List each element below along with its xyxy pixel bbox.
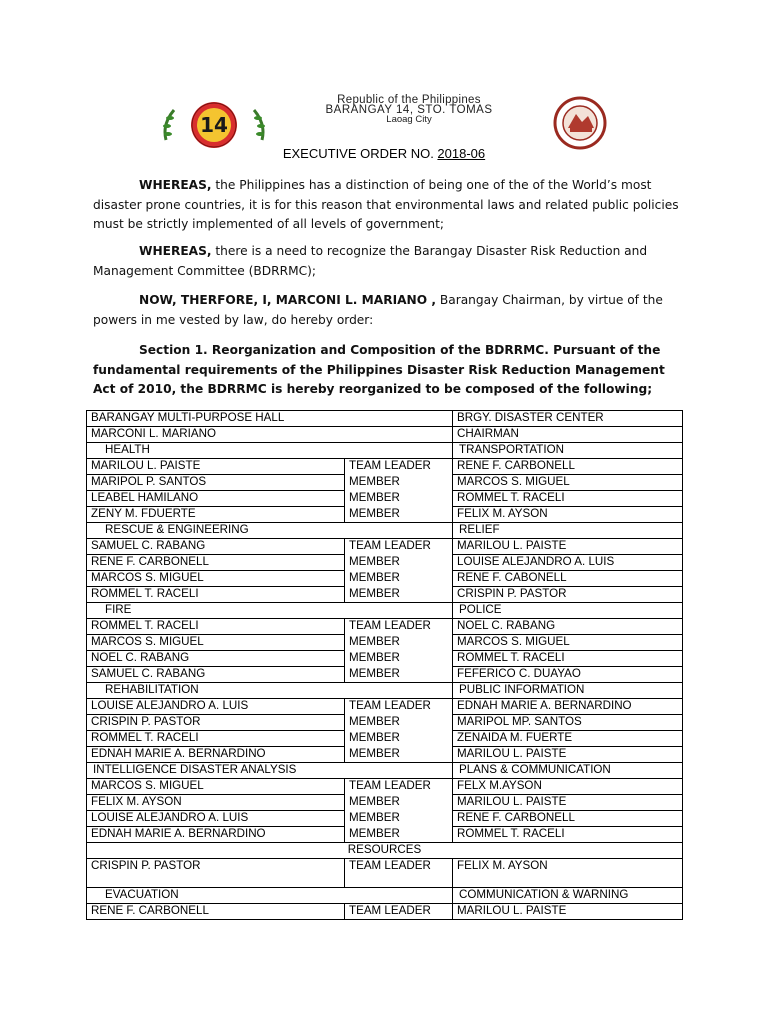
member-name: RENE F. CARBONELL (453, 811, 683, 827)
member-name: CRISPIN P. PASTOR (453, 587, 683, 603)
table-row (87, 411, 683, 427)
role-cell: MEMBER (345, 475, 453, 491)
member-name: ROMMEL T. RACELI (87, 587, 345, 603)
committee-public-information: PUBLIC INFORMATION (453, 683, 683, 699)
role-cell: MEMBER (345, 651, 453, 667)
p2-lead: WHEREAS, (139, 244, 212, 258)
chairman-name: MARCONI L. MARIANO (87, 427, 453, 443)
letterhead-text (290, 95, 528, 125)
header-line-city: Laoag City (386, 114, 432, 125)
order-number: 2018-06 (437, 146, 486, 161)
table-row (87, 523, 683, 539)
paragraph-section-1 (93, 341, 683, 400)
member-name: ROMMEL T. RACELI (453, 651, 683, 667)
member-name: ROMMEL T. RACELI (453, 491, 683, 507)
committee-communication-warning: COMMUNICATION & WARNING (453, 888, 683, 904)
table-row (87, 888, 683, 904)
table-row (87, 795, 683, 811)
committee-plans-communication: PLANS & COMMUNICATION (453, 763, 683, 779)
role-cell: MEMBER (345, 747, 453, 763)
committee-evacuation: EVACUATION (87, 888, 453, 904)
role-cell: MEMBER (345, 715, 453, 731)
table-row (87, 859, 683, 888)
member-name: LOUISE ALEJANDRO A. LUIS (453, 555, 683, 571)
table-row (87, 459, 683, 475)
role-cell: MEMBER (345, 491, 453, 507)
member-name: MARILOU L. PAISTE (453, 539, 683, 555)
table-row (87, 779, 683, 795)
member-name: SAMUEL C. RABANG (87, 539, 345, 555)
table-row (87, 571, 683, 587)
table-row (87, 555, 683, 571)
barangay-14-seal-icon (160, 100, 268, 150)
member-name: FEFERICO C. DUAYAO (453, 667, 683, 683)
member-name: NOEL C. RABANG (87, 651, 345, 667)
member-name: RENE F. CARBONELL (87, 555, 345, 571)
committee-relief: RELIEF (453, 523, 683, 539)
paragraph-now-therefore (93, 291, 683, 330)
table-row (87, 619, 683, 635)
table-row (87, 715, 683, 731)
table-row (87, 843, 683, 859)
table-row (87, 811, 683, 827)
table-row (87, 539, 683, 555)
committee-intelligence-disaster-analysis: INTELLIGENCE DISASTER ANALYSIS (87, 763, 453, 779)
member-name: ROMMEL T. RACELI (87, 731, 345, 747)
table-row (87, 699, 683, 715)
table-row (87, 427, 683, 443)
venue-cell: BARANGAY MULTI-PURPOSE HALL (87, 411, 453, 427)
member-name: MARILOU L. PAISTE (453, 795, 683, 811)
member-name: FELX M.AYSON (453, 779, 683, 795)
role-cell: MEMBER (345, 811, 453, 827)
table-row (87, 491, 683, 507)
p3-text: Barangay Chairman, by virtue of the powers in me vested by law, do hereby order: (93, 293, 663, 327)
paragraph-whereas-2 (93, 242, 683, 281)
member-name: FELIX M. AYSON (87, 795, 345, 811)
member-name: CRISPIN P. PASTOR (87, 715, 345, 731)
table-row (87, 747, 683, 763)
committee-transportation: TRANSPORTATION (453, 443, 683, 459)
member-name: MARCOS S. MIGUEL (453, 635, 683, 651)
p4-lead: Section 1. Reorganization and Composition of the BDRRMC. (139, 343, 549, 357)
table-row (87, 507, 683, 523)
role-cell: MEMBER (345, 507, 453, 523)
member-name: EDNAH MARIE A. BERNARDINO (87, 827, 345, 843)
p1-text: the Philippines has a distinction of being one of the of the World’s most disaster prone countries, it is for this reason that environmental laws and related public policies must be strictly implemented of all levels of government; (93, 178, 679, 231)
table-row (87, 763, 683, 779)
role-cell: MEMBER (345, 827, 453, 843)
member-name: LEABEL HAMILANO (87, 491, 345, 507)
table-row (87, 603, 683, 619)
role-cell: TEAM LEADER (345, 779, 453, 795)
role-cell: TEAM LEADER (345, 459, 453, 475)
role-cell: TEAM LEADER (345, 699, 453, 715)
role-cell: TEAM LEADER (345, 619, 453, 635)
table-row (87, 635, 683, 651)
committee-health: HEALTH (87, 443, 453, 459)
member-name: EDNAH MARIE A. BERNARDINO (87, 747, 345, 763)
committee-police: POLICE (453, 603, 683, 619)
member-name: MARCOS S. MIGUEL (87, 571, 345, 587)
member-name: MARILOU L. PAISTE (453, 747, 683, 763)
title-prefix: EXECUTIVE ORDER NO. (282, 146, 438, 161)
committee-rehabilitation: REHABILITATION (87, 683, 453, 699)
member-name: RENE F. CARBONELL (87, 904, 345, 920)
role-cell: MEMBER (345, 795, 453, 811)
table-row (87, 731, 683, 747)
committee-resources: RESOURCES (87, 843, 683, 859)
role-cell: MEMBER (345, 731, 453, 747)
role-cell: MEMBER (345, 571, 453, 587)
p1-lead: WHEREAS, (139, 178, 212, 192)
p3-lead: NOW, THERFORE, I, MARCONI L. MARIANO , (139, 293, 436, 307)
member-name: NOEL C. RABANG (453, 619, 683, 635)
role-cell: MEMBER (345, 555, 453, 571)
table-row (87, 904, 683, 920)
executive-order-title (0, 146, 768, 161)
paragraph-whereas-1 (93, 176, 683, 235)
table-row (87, 651, 683, 667)
role-cell: MEMBER (345, 667, 453, 683)
table-row (87, 443, 683, 459)
member-name: MARCOS S. MIGUEL (453, 475, 683, 491)
role-cell: MEMBER (345, 635, 453, 651)
role-cell: TEAM LEADER (345, 539, 453, 555)
p4-text: Pursuant of the fundamental requirements of the Philippines Disaster Risk Reduction Management Act of 2010, the BDRRMC is hereby reorganized to be composed of the following; (93, 343, 665, 396)
member-name: FELIX M. AYSON (453, 859, 683, 888)
role-cell: TEAM LEADER (345, 859, 453, 888)
table-row (87, 587, 683, 603)
member-name: MARCOS S. MIGUEL (87, 779, 345, 795)
member-name: ZENAIDA M. FUERTE (453, 731, 683, 747)
member-name: MARCOS S. MIGUEL (87, 635, 345, 651)
table-row (87, 827, 683, 843)
city-of-laoag-seal-icon (552, 96, 608, 150)
member-name: MARILOU L. PAISTE (87, 459, 345, 475)
member-name: EDNAH MARIE A. BERNARDINO (453, 699, 683, 715)
committee-rescue-engineering: RESCUE & ENGINEERING (87, 523, 453, 539)
role-cell: TEAM LEADER (345, 904, 453, 920)
table-row (87, 683, 683, 699)
member-name: CRISPIN P. PASTOR (87, 859, 345, 888)
header-line-barangay: BARANGAY 14, STO. TOMAS (325, 104, 493, 116)
letterhead (0, 0, 768, 150)
member-name: ROMMEL T. RACELI (453, 827, 683, 843)
member-name: SAMUEL C. RABANG (87, 667, 345, 683)
member-name: LOUISE ALEJANDRO A. LUIS (87, 699, 345, 715)
member-name: ROMMEL T. RACELI (87, 619, 345, 635)
member-name: ZENY M. FDUERTE (87, 507, 345, 523)
member-name: MARIPOL P. SANTOS (87, 475, 345, 491)
member-name: RENE F. CABONELL (453, 571, 683, 587)
bdrrmc-composition-table (86, 410, 683, 920)
table-row (87, 667, 683, 683)
header-line-republic: Republic of the Philippines (337, 94, 481, 106)
role-cell: MEMBER (345, 587, 453, 603)
committee-fire: FIRE (87, 603, 453, 619)
p2-text: there is a need to recognize the Barangay Disaster Risk Reduction and Management Committee (BDRRMC); (93, 244, 648, 278)
table-row (87, 475, 683, 491)
member-name: RENE F. CARBONELL (453, 459, 683, 475)
member-name: LOUISE ALEJANDRO A. LUIS (87, 811, 345, 827)
member-name: FELIX M. AYSON (453, 507, 683, 523)
center-cell: BRGY. DISASTER CENTER (453, 411, 683, 427)
chairman-title: CHAIRMAN (453, 427, 683, 443)
svg-text:14: 14 (200, 113, 228, 137)
member-name: MARIPOL MP. SANTOS (453, 715, 683, 731)
member-name: MARILOU L. PAISTE (453, 904, 683, 920)
